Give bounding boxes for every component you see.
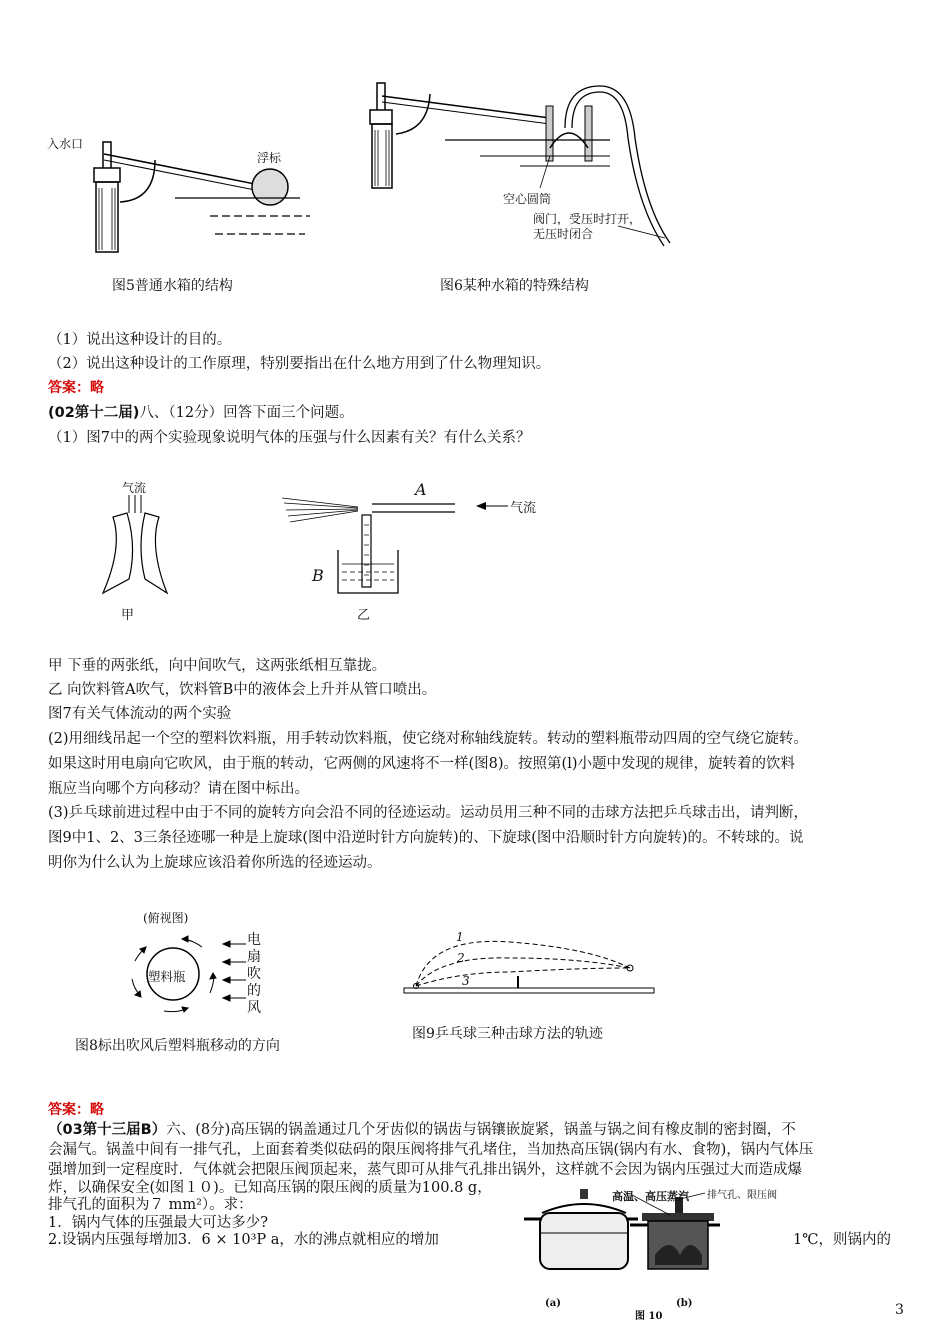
- fig10-label-b: (b): [676, 1298, 693, 1309]
- problem-02-q2-line-2: 如果这时用电扇向它吹风，由于瓶的转动，它两侧的风速将不一样(图8)。按照第(l)小题中发现的规律，旋转着的饮料: [48, 756, 795, 772]
- problem-02-heading: [48, 401, 354, 422]
- fig9-caption: 图9乒乓球三种击球方法的轨迹: [412, 1026, 603, 1042]
- fig5-caption: 图5普通水箱的结构: [112, 278, 233, 294]
- fig6-label-valve-1: 阀门，受压时打开，: [533, 212, 642, 226]
- fig7-yi-A: A: [415, 480, 427, 499]
- figure-8-fan-arrows: [220, 932, 250, 1017]
- problem-02-q3-line-3: 明你为什么认为上旋球应该沿着你所选的径迹运动。: [48, 855, 382, 871]
- problem-02-q2-line-3: 瓶应当向哪个方向移动？请在图中标出。: [48, 781, 309, 797]
- jia-description: 甲 下垂的两张纸，向中间吹气，这两张纸相互靠拢。: [48, 658, 387, 674]
- fig5-label-float: 浮标: [257, 151, 282, 165]
- fig8-bottle-label: 塑料瓶: [148, 969, 186, 984]
- fig10-caption: 图 10: [635, 1311, 663, 1322]
- problem-03-line-1: [48, 1118, 796, 1139]
- problem-02-q2-line-1: (2)用细线吊起一个空的塑料饮料瓶，用手转动饮料瓶，使它绕对称轴线旋转。转动的塑料瓶带动四周的空气绕它旋转。: [48, 731, 809, 747]
- fig7-yi-B: B: [312, 566, 324, 585]
- fig8-fan-char: 的: [247, 983, 261, 999]
- fig9-path-3: 3: [462, 974, 470, 988]
- fig7-jia-airflow: 气流: [122, 481, 147, 495]
- fig8-fan-char: 风: [247, 1000, 261, 1016]
- fig7-title: 图7有关气体流动的两个实验: [48, 706, 232, 722]
- fig6-label-valve-2: 无压时闭合: [533, 227, 594, 241]
- figure-7-yi: [280, 480, 540, 605]
- fig7-jia-label: 甲: [121, 608, 135, 623]
- problem-02-title: 八、（12分）回答下面三个问题。: [139, 405, 354, 421]
- fig6-label-cylinder: 空心圆筒: [503, 192, 552, 206]
- page-number: 3: [895, 1302, 904, 1318]
- fig10-label-vent: 排气孔、限压阀: [707, 1190, 777, 1201]
- fig8-caption: 图8标出吹风后塑料瓶移动的方向: [75, 1038, 280, 1054]
- problem-03-q2: 2.设锅内压强每增加3．6 × 10³P a，水的沸点就相应的增加: [48, 1232, 439, 1248]
- fig8-fan-char: 电: [247, 932, 261, 948]
- problem-02-q1: （1）图7中的两个实验现象说明气体的压强与什么因素有关？有什么关系？: [48, 430, 531, 446]
- fig8-top-view: (俯视图): [143, 911, 189, 925]
- problem-03-q2-tail: 1℃，则锅内的: [793, 1232, 891, 1248]
- answer-2: 答案：略: [48, 1102, 104, 1118]
- problem-02-q3-line-1: (3)乒乓球前进过程中由于不同的旋转方向会沿不同的径迹运动。运动员用三种不同的击球方法把乒乓球击出，请判断，: [48, 805, 809, 821]
- problem-03-line-4: 炸，以确保安全(如图１０)。已知高压锅的限压阀的质量为100.8 g，: [48, 1180, 492, 1196]
- fig5-label-inlet: 入水口: [47, 137, 84, 151]
- problem-03-line-2: 会漏气。锅盖中间有一排气孔，上面套着类似砝码的限压阀将排气孔堵住，当加热高压锅(锅内有水、食物)，锅内气体压: [48, 1142, 814, 1158]
- answer-1: 答案：略: [48, 380, 104, 396]
- problem-03-q1: 1．锅内气体的压强最大可达多少?: [48, 1215, 268, 1231]
- fig8-fan-label: [247, 932, 263, 1017]
- problem-03-line-5: 排气孔的面积为７ mm²）。求：: [48, 1197, 253, 1213]
- fig9-path-1: 1: [456, 930, 464, 944]
- question-2: （2）说出这种设计的工作原理，特别要指出在什么地方用到了什么物理知识。: [48, 356, 551, 372]
- fig7-yi-airflow: 气流: [510, 501, 537, 516]
- fig9-path-2: 2: [457, 951, 465, 965]
- problem-03-text-1: 六、(8分)高压锅的锅盖通过几个牙齿似的锅齿与锅镶嵌旋紧，锅盖与锅之间有橡皮制的密封圈，不: [166, 1122, 796, 1138]
- problem-03-line-3: 强增加到一定程度时．气体就会把限压阀顶起来，蒸气即可从排气孔排出锅外，这样就不会因为锅内压强过大而造成爆: [48, 1162, 802, 1178]
- fig10-label-top: 高温、高压蒸汽: [612, 1190, 689, 1203]
- problem-02-q3-line-2: 图9中1、2、3三条径迹哪一种是上旋球(图中沿逆时针方向旋转)的、下旋球(图中沿顺时针方向旋转)的。不转球的。说: [48, 830, 804, 846]
- yi-description: 乙 向饮料管A吹气，饮料管B中的液体会上升并从管口喷出。: [48, 682, 437, 698]
- figure-9-trajectories: [400, 928, 660, 1000]
- fig6-caption: 图6某种水箱的特殊结构: [440, 278, 589, 294]
- problem-02-source: (02第十二届): [48, 405, 140, 421]
- problem-03-source: （03第十三届B）: [48, 1122, 167, 1138]
- fig7-yi-label: 乙: [357, 608, 371, 623]
- fig8-fan-char: 吹: [247, 966, 261, 982]
- figure-5-water-tank: [60, 130, 340, 260]
- fig10-label-a: (a): [545, 1298, 561, 1309]
- fig8-fan-char: 扇: [247, 949, 261, 965]
- question-1: （1）说出这种设计的目的。: [48, 332, 232, 348]
